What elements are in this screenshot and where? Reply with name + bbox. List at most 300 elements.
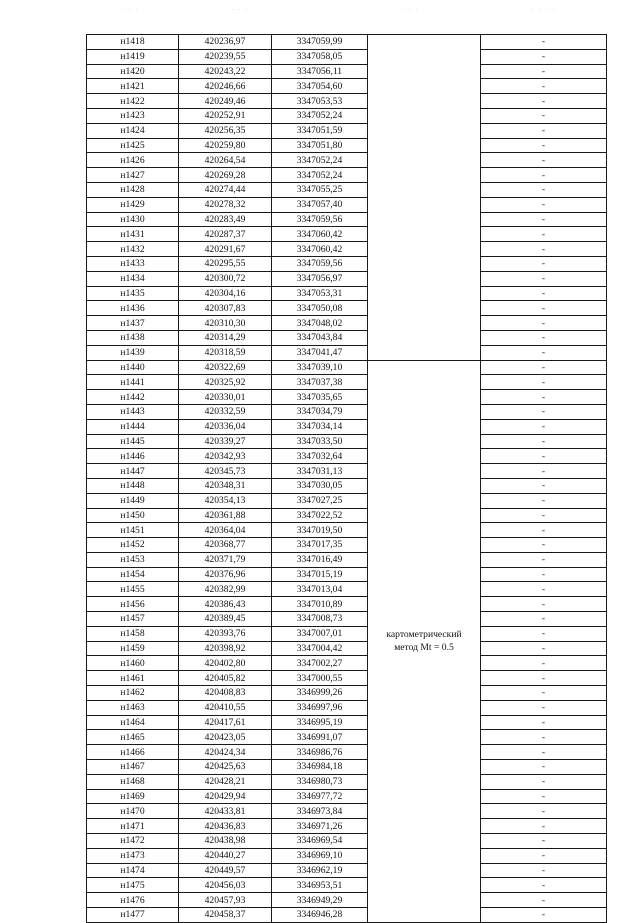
y-coordinate-cell: 3347034,14 bbox=[272, 419, 368, 434]
y-coordinate-cell: 3347055,25 bbox=[272, 182, 368, 197]
point-id-cell: н1440 bbox=[87, 360, 179, 375]
table-row bbox=[87, 94, 607, 109]
point-id-cell: н1464 bbox=[87, 715, 179, 730]
x-coordinate-cell: 420425,63 bbox=[179, 760, 272, 775]
x-coordinate-cell: 420246,66 bbox=[179, 79, 272, 94]
table-row bbox=[87, 538, 607, 553]
point-id-cell: н1449 bbox=[87, 493, 179, 508]
point-id-cell: н1469 bbox=[87, 789, 179, 804]
y-coordinate-cell: 3346997,96 bbox=[272, 700, 368, 715]
table-row bbox=[87, 316, 607, 331]
y-coordinate-cell: 3347056,11 bbox=[272, 64, 368, 79]
note-cell: - bbox=[481, 508, 607, 523]
point-id-cell: н1426 bbox=[87, 153, 179, 168]
y-coordinate-cell: 3347015,19 bbox=[272, 567, 368, 582]
x-coordinate-cell: 420456,03 bbox=[179, 878, 272, 893]
table-row bbox=[87, 197, 607, 212]
point-id-cell: н1461 bbox=[87, 671, 179, 686]
point-id-cell: н1427 bbox=[87, 168, 179, 183]
point-id-cell: н1451 bbox=[87, 523, 179, 538]
note-cell: - bbox=[481, 700, 607, 715]
y-coordinate-cell: 3346977,72 bbox=[272, 789, 368, 804]
table-row bbox=[87, 641, 607, 656]
note-cell: - bbox=[481, 597, 607, 612]
table-row bbox=[87, 108, 607, 123]
point-id-cell: н1472 bbox=[87, 834, 179, 849]
table-row bbox=[87, 552, 607, 567]
point-id-cell: н1466 bbox=[87, 745, 179, 760]
page-header-marks bbox=[0, 6, 640, 16]
point-id-cell: н1438 bbox=[87, 330, 179, 345]
table-row bbox=[87, 686, 607, 701]
y-coordinate-cell: 3347002,27 bbox=[272, 656, 368, 671]
table-row bbox=[87, 848, 607, 863]
method-cell-empty bbox=[368, 35, 481, 361]
note-cell: - bbox=[481, 760, 607, 775]
x-coordinate-cell: 420361,88 bbox=[179, 508, 272, 523]
table-row bbox=[87, 834, 607, 849]
note-cell: - bbox=[481, 552, 607, 567]
x-coordinate-cell: 420304,16 bbox=[179, 286, 272, 301]
x-coordinate-cell: 420382,99 bbox=[179, 582, 272, 597]
point-id-cell: н1422 bbox=[87, 94, 179, 109]
note-cell: - bbox=[481, 863, 607, 878]
point-id-cell: н1460 bbox=[87, 656, 179, 671]
note-cell: - bbox=[481, 612, 607, 627]
y-coordinate-cell: 3347034,79 bbox=[272, 404, 368, 419]
point-id-cell: н1433 bbox=[87, 256, 179, 271]
y-coordinate-cell: 3347054,60 bbox=[272, 79, 368, 94]
y-coordinate-cell: 3347053,53 bbox=[272, 94, 368, 109]
note-cell: - bbox=[481, 730, 607, 745]
note-cell: - bbox=[481, 375, 607, 390]
point-id-cell: н1441 bbox=[87, 375, 179, 390]
table-row bbox=[87, 567, 607, 582]
y-coordinate-cell: 3346991,07 bbox=[272, 730, 368, 745]
table-row bbox=[87, 123, 607, 138]
table-row bbox=[87, 390, 607, 405]
x-coordinate-cell: 420322,69 bbox=[179, 360, 272, 375]
y-coordinate-cell: 3347060,42 bbox=[272, 227, 368, 242]
y-coordinate-cell: 3347051,80 bbox=[272, 138, 368, 153]
point-id-cell: н1420 bbox=[87, 64, 179, 79]
x-coordinate-cell: 420354,13 bbox=[179, 493, 272, 508]
table-row bbox=[87, 789, 607, 804]
table-row bbox=[87, 893, 607, 908]
y-coordinate-cell: 3347043,84 bbox=[272, 330, 368, 345]
table-row bbox=[87, 478, 607, 493]
note-cell: - bbox=[481, 49, 607, 64]
note-cell: - bbox=[481, 404, 607, 419]
x-coordinate-cell: 420458,37 bbox=[179, 908, 272, 923]
table-row bbox=[87, 804, 607, 819]
note-cell: - bbox=[481, 153, 607, 168]
table-row bbox=[87, 360, 607, 375]
y-coordinate-cell: 3347004,42 bbox=[272, 641, 368, 656]
note-cell: - bbox=[481, 671, 607, 686]
y-coordinate-cell: 3346971,26 bbox=[272, 819, 368, 834]
x-coordinate-cell: 420423,05 bbox=[179, 730, 272, 745]
y-coordinate-cell: 3347019,50 bbox=[272, 523, 368, 538]
table-row bbox=[87, 582, 607, 597]
x-coordinate-cell: 420295,55 bbox=[179, 256, 272, 271]
point-id-cell: н1467 bbox=[87, 760, 179, 775]
point-id-cell: н1447 bbox=[87, 464, 179, 479]
y-coordinate-cell: 3347039,10 bbox=[272, 360, 368, 375]
method-accuracy: метод Mt = 0.5 bbox=[394, 642, 454, 654]
table-row bbox=[87, 878, 607, 893]
x-coordinate-cell: 420239,55 bbox=[179, 49, 272, 64]
point-id-cell: н1474 bbox=[87, 863, 179, 878]
note-cell: - bbox=[481, 834, 607, 849]
y-coordinate-cell: 3347037,38 bbox=[272, 375, 368, 390]
table-row bbox=[87, 138, 607, 153]
note-cell: - bbox=[481, 301, 607, 316]
table-row bbox=[87, 301, 607, 316]
table-row bbox=[87, 345, 607, 360]
table-row bbox=[87, 908, 607, 923]
x-coordinate-cell: 420428,21 bbox=[179, 774, 272, 789]
header-mark: . . . bbox=[402, 6, 420, 12]
point-id-cell: н1418 bbox=[87, 35, 179, 50]
x-coordinate-cell: 420398,92 bbox=[179, 641, 272, 656]
x-coordinate-cell: 420310,30 bbox=[179, 316, 272, 331]
point-id-cell: н1445 bbox=[87, 434, 179, 449]
x-coordinate-cell: 420339,27 bbox=[179, 434, 272, 449]
x-coordinate-cell: 420283,49 bbox=[179, 212, 272, 227]
x-coordinate-cell: 420368,77 bbox=[179, 538, 272, 553]
point-id-cell: н1430 bbox=[87, 212, 179, 227]
note-cell: - bbox=[481, 878, 607, 893]
x-coordinate-cell: 420318,59 bbox=[179, 345, 272, 360]
y-coordinate-cell: 3346946,28 bbox=[272, 908, 368, 923]
header-mark: . . . bbox=[122, 6, 140, 12]
y-coordinate-cell: 3347033,50 bbox=[272, 434, 368, 449]
table-row bbox=[87, 35, 607, 50]
table-row bbox=[87, 182, 607, 197]
point-id-cell: н1429 bbox=[87, 197, 179, 212]
y-coordinate-cell: 3347059,56 bbox=[272, 212, 368, 227]
point-id-cell: н1454 bbox=[87, 567, 179, 582]
x-coordinate-cell: 420259,80 bbox=[179, 138, 272, 153]
y-coordinate-cell: 3347007,01 bbox=[272, 626, 368, 641]
table-row bbox=[87, 508, 607, 523]
y-coordinate-cell: 3346986,76 bbox=[272, 745, 368, 760]
point-id-cell: н1444 bbox=[87, 419, 179, 434]
y-coordinate-cell: 3347041,47 bbox=[272, 345, 368, 360]
point-id-cell: н1462 bbox=[87, 686, 179, 701]
note-cell: - bbox=[481, 256, 607, 271]
x-coordinate-cell: 420274,44 bbox=[179, 182, 272, 197]
coordinates-table bbox=[86, 34, 607, 923]
x-coordinate-cell: 420330,01 bbox=[179, 390, 272, 405]
x-coordinate-cell: 420256,35 bbox=[179, 123, 272, 138]
note-cell: - bbox=[481, 227, 607, 242]
note-cell: - bbox=[481, 182, 607, 197]
y-coordinate-cell: 3347050,08 bbox=[272, 301, 368, 316]
point-id-cell: н1470 bbox=[87, 804, 179, 819]
y-coordinate-cell: 3347056,97 bbox=[272, 271, 368, 286]
x-coordinate-cell: 420429,94 bbox=[179, 789, 272, 804]
note-cell: - bbox=[481, 626, 607, 641]
y-coordinate-cell: 3347000,55 bbox=[272, 671, 368, 686]
y-coordinate-cell: 3347048,02 bbox=[272, 316, 368, 331]
point-id-cell: н1425 bbox=[87, 138, 179, 153]
y-coordinate-cell: 3347032,64 bbox=[272, 449, 368, 464]
point-id-cell: н1452 bbox=[87, 538, 179, 553]
table-row bbox=[87, 700, 607, 715]
note-cell: - bbox=[481, 168, 607, 183]
point-id-cell: н1431 bbox=[87, 227, 179, 242]
x-coordinate-cell: 420345,73 bbox=[179, 464, 272, 479]
note-cell: - bbox=[481, 582, 607, 597]
x-coordinate-cell: 420417,61 bbox=[179, 715, 272, 730]
x-coordinate-cell: 420252,91 bbox=[179, 108, 272, 123]
point-id-cell: н1473 bbox=[87, 848, 179, 863]
x-coordinate-cell: 420393,76 bbox=[179, 626, 272, 641]
y-coordinate-cell: 3347053,31 bbox=[272, 286, 368, 301]
y-coordinate-cell: 3347010,89 bbox=[272, 597, 368, 612]
note-cell: - bbox=[481, 686, 607, 701]
note-cell: - bbox=[481, 138, 607, 153]
point-id-cell: н1442 bbox=[87, 390, 179, 405]
y-coordinate-cell: 3346949,29 bbox=[272, 893, 368, 908]
point-id-cell: н1475 bbox=[87, 878, 179, 893]
table-row bbox=[87, 819, 607, 834]
note-cell: - bbox=[481, 330, 607, 345]
x-coordinate-cell: 420408,83 bbox=[179, 686, 272, 701]
y-coordinate-cell: 3347060,42 bbox=[272, 242, 368, 257]
note-cell: - bbox=[481, 64, 607, 79]
x-coordinate-cell: 420291,67 bbox=[179, 242, 272, 257]
table-row bbox=[87, 760, 607, 775]
x-coordinate-cell: 420371,79 bbox=[179, 552, 272, 567]
table-row bbox=[87, 715, 607, 730]
table-row bbox=[87, 523, 607, 538]
y-coordinate-cell: 3346995,19 bbox=[272, 715, 368, 730]
note-cell: - bbox=[481, 745, 607, 760]
point-id-cell: н1459 bbox=[87, 641, 179, 656]
note-cell: - bbox=[481, 242, 607, 257]
table-row bbox=[87, 597, 607, 612]
point-id-cell: н1423 bbox=[87, 108, 179, 123]
y-coordinate-cell: 3347052,24 bbox=[272, 168, 368, 183]
point-id-cell: н1421 bbox=[87, 79, 179, 94]
x-coordinate-cell: 420405,82 bbox=[179, 671, 272, 686]
table-row bbox=[87, 464, 607, 479]
x-coordinate-cell: 420300,72 bbox=[179, 271, 272, 286]
note-cell: - bbox=[481, 360, 607, 375]
point-id-cell: н1468 bbox=[87, 774, 179, 789]
x-coordinate-cell: 420325,92 bbox=[179, 375, 272, 390]
note-cell: - bbox=[481, 656, 607, 671]
x-coordinate-cell: 420438,98 bbox=[179, 834, 272, 849]
y-coordinate-cell: 3347051,59 bbox=[272, 123, 368, 138]
point-id-cell: н1436 bbox=[87, 301, 179, 316]
table-row bbox=[87, 286, 607, 301]
point-id-cell: н1456 bbox=[87, 597, 179, 612]
y-coordinate-cell: 3347059,56 bbox=[272, 256, 368, 271]
point-id-cell: н1424 bbox=[87, 123, 179, 138]
note-cell: - bbox=[481, 641, 607, 656]
note-cell: - bbox=[481, 493, 607, 508]
point-id-cell: н1476 bbox=[87, 893, 179, 908]
x-coordinate-cell: 420236,97 bbox=[179, 35, 272, 50]
table-row bbox=[87, 626, 607, 641]
x-coordinate-cell: 420389,45 bbox=[179, 612, 272, 627]
point-id-cell: н1471 bbox=[87, 819, 179, 834]
table-row bbox=[87, 375, 607, 390]
x-coordinate-cell: 420336,04 bbox=[179, 419, 272, 434]
note-cell: - bbox=[481, 893, 607, 908]
x-coordinate-cell: 420364,04 bbox=[179, 523, 272, 538]
y-coordinate-cell: 3347058,05 bbox=[272, 49, 368, 64]
note-cell: - bbox=[481, 94, 607, 109]
table-row bbox=[87, 419, 607, 434]
coordinates-table-body bbox=[87, 35, 607, 923]
x-coordinate-cell: 420386,43 bbox=[179, 597, 272, 612]
x-coordinate-cell: 420410,55 bbox=[179, 700, 272, 715]
point-id-cell: н1446 bbox=[87, 449, 179, 464]
y-coordinate-cell: 3346980,73 bbox=[272, 774, 368, 789]
y-coordinate-cell: 3347035,65 bbox=[272, 390, 368, 405]
header-mark: . . . bbox=[232, 6, 250, 12]
y-coordinate-cell: 3347057,40 bbox=[272, 197, 368, 212]
y-coordinate-cell: 3347052,24 bbox=[272, 153, 368, 168]
note-cell: - bbox=[481, 523, 607, 538]
x-coordinate-cell: 420264,54 bbox=[179, 153, 272, 168]
x-coordinate-cell: 420269,28 bbox=[179, 168, 272, 183]
point-id-cell: н1453 bbox=[87, 552, 179, 567]
note-cell: - bbox=[481, 316, 607, 331]
point-id-cell: н1465 bbox=[87, 730, 179, 745]
x-coordinate-cell: 420307,83 bbox=[179, 301, 272, 316]
note-cell: - bbox=[481, 390, 607, 405]
table-row bbox=[87, 242, 607, 257]
point-id-cell: н1432 bbox=[87, 242, 179, 257]
note-cell: - bbox=[481, 108, 607, 123]
x-coordinate-cell: 420433,81 bbox=[179, 804, 272, 819]
x-coordinate-cell: 420342,93 bbox=[179, 449, 272, 464]
method-cell bbox=[368, 360, 481, 922]
table-row bbox=[87, 330, 607, 345]
x-coordinate-cell: 420348,31 bbox=[179, 478, 272, 493]
table-row bbox=[87, 434, 607, 449]
note-cell: - bbox=[481, 197, 607, 212]
x-coordinate-cell: 420249,46 bbox=[179, 94, 272, 109]
y-coordinate-cell: 3347030,05 bbox=[272, 478, 368, 493]
point-id-cell: н1435 bbox=[87, 286, 179, 301]
note-cell: - bbox=[481, 478, 607, 493]
table-row bbox=[87, 79, 607, 94]
point-id-cell: н1450 bbox=[87, 508, 179, 523]
note-cell: - bbox=[481, 774, 607, 789]
point-id-cell: н1419 bbox=[87, 49, 179, 64]
point-id-cell: н1448 bbox=[87, 478, 179, 493]
point-id-cell: н1428 bbox=[87, 182, 179, 197]
x-coordinate-cell: 420278,32 bbox=[179, 197, 272, 212]
table-row bbox=[87, 49, 607, 64]
table-row bbox=[87, 256, 607, 271]
x-coordinate-cell: 420440,27 bbox=[179, 848, 272, 863]
point-id-cell: н1443 bbox=[87, 404, 179, 419]
y-coordinate-cell: 3347059,99 bbox=[272, 35, 368, 50]
note-cell: - bbox=[481, 789, 607, 804]
y-coordinate-cell: 3347013,04 bbox=[272, 582, 368, 597]
note-cell: - bbox=[481, 123, 607, 138]
note-cell: - bbox=[481, 212, 607, 227]
y-coordinate-cell: 3346984,18 bbox=[272, 760, 368, 775]
y-coordinate-cell: 3347008,73 bbox=[272, 612, 368, 627]
y-coordinate-cell: 3347027,25 bbox=[272, 493, 368, 508]
note-cell: - bbox=[481, 715, 607, 730]
y-coordinate-cell: 3346969,54 bbox=[272, 834, 368, 849]
table-row bbox=[87, 449, 607, 464]
table-row bbox=[87, 153, 607, 168]
point-id-cell: н1455 bbox=[87, 582, 179, 597]
x-coordinate-cell: 420449,57 bbox=[179, 863, 272, 878]
table-row bbox=[87, 271, 607, 286]
point-id-cell: н1457 bbox=[87, 612, 179, 627]
table-row bbox=[87, 64, 607, 79]
note-cell: - bbox=[481, 35, 607, 50]
y-coordinate-cell: 3347052,24 bbox=[272, 108, 368, 123]
table-row bbox=[87, 774, 607, 789]
note-cell: - bbox=[481, 434, 607, 449]
header-mark: . . . . bbox=[532, 6, 557, 12]
x-coordinate-cell: 420424,34 bbox=[179, 745, 272, 760]
note-cell: - bbox=[481, 79, 607, 94]
point-id-cell: н1437 bbox=[87, 316, 179, 331]
note-cell: - bbox=[481, 908, 607, 923]
table-row bbox=[87, 863, 607, 878]
point-id-cell: н1434 bbox=[87, 271, 179, 286]
x-coordinate-cell: 420402,80 bbox=[179, 656, 272, 671]
point-id-cell: н1477 bbox=[87, 908, 179, 923]
x-coordinate-cell: 420314,29 bbox=[179, 330, 272, 345]
y-coordinate-cell: 3346969,10 bbox=[272, 848, 368, 863]
note-cell: - bbox=[481, 286, 607, 301]
y-coordinate-cell: 3347017,35 bbox=[272, 538, 368, 553]
x-coordinate-cell: 420287,37 bbox=[179, 227, 272, 242]
x-coordinate-cell: 420243,22 bbox=[179, 64, 272, 79]
y-coordinate-cell: 3347016,49 bbox=[272, 552, 368, 567]
x-coordinate-cell: 420376,96 bbox=[179, 567, 272, 582]
table-row bbox=[87, 730, 607, 745]
note-cell: - bbox=[481, 567, 607, 582]
note-cell: - bbox=[481, 819, 607, 834]
note-cell: - bbox=[481, 345, 607, 360]
y-coordinate-cell: 3346962,19 bbox=[272, 863, 368, 878]
y-coordinate-cell: 3346973,84 bbox=[272, 804, 368, 819]
table-row bbox=[87, 404, 607, 419]
table-row bbox=[87, 656, 607, 671]
x-coordinate-cell: 420457,93 bbox=[179, 893, 272, 908]
y-coordinate-cell: 3347022,52 bbox=[272, 508, 368, 523]
table-row bbox=[87, 612, 607, 627]
x-coordinate-cell: 420332,59 bbox=[179, 404, 272, 419]
note-cell: - bbox=[481, 804, 607, 819]
table-row bbox=[87, 745, 607, 760]
note-cell: - bbox=[481, 419, 607, 434]
point-id-cell: н1458 bbox=[87, 626, 179, 641]
y-coordinate-cell: 3346999,26 bbox=[272, 686, 368, 701]
method-name: картометрический bbox=[386, 629, 462, 641]
point-id-cell: н1439 bbox=[87, 345, 179, 360]
x-coordinate-cell: 420436,83 bbox=[179, 819, 272, 834]
point-id-cell: н1463 bbox=[87, 700, 179, 715]
table-row bbox=[87, 493, 607, 508]
